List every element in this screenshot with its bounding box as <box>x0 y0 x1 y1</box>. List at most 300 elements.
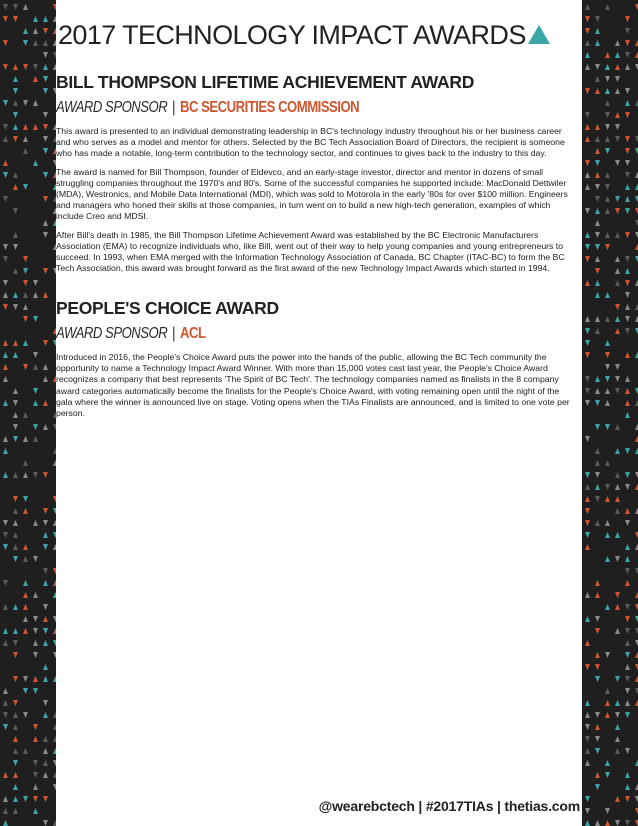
pattern-triangle-icon <box>595 424 600 430</box>
pattern-triangle-icon <box>625 280 630 286</box>
pattern-triangle-icon <box>3 544 8 550</box>
pattern-triangle-icon <box>595 232 600 238</box>
award-sponsor-line <box>56 99 481 117</box>
pattern-triangle-icon <box>23 40 28 46</box>
pattern-triangle-icon <box>33 796 38 802</box>
pattern-triangle-icon <box>615 532 620 538</box>
pattern-triangle-icon <box>625 388 630 394</box>
award-sponsor-line <box>56 325 481 343</box>
pattern-triangle-icon <box>43 112 48 118</box>
pattern-triangle-icon <box>43 64 48 70</box>
pattern-triangle-icon <box>595 328 600 334</box>
pattern-triangle-icon <box>33 784 38 790</box>
pattern-triangle-icon <box>3 580 8 586</box>
pattern-triangle-icon <box>43 772 48 778</box>
pattern-triangle-icon <box>33 808 38 814</box>
pattern-triangle-icon <box>595 592 600 598</box>
pattern-triangle-icon <box>13 388 18 394</box>
pattern-triangle-icon <box>23 100 28 106</box>
pattern-triangle-icon <box>43 148 48 154</box>
pattern-triangle-icon <box>33 628 38 634</box>
pattern-triangle-icon <box>605 604 610 610</box>
pattern-triangle-icon <box>43 736 48 742</box>
pattern-triangle-icon <box>585 736 590 742</box>
pattern-triangle-icon <box>595 724 600 730</box>
pattern-triangle-icon <box>615 208 620 214</box>
pattern-triangle-icon <box>3 124 8 130</box>
pattern-triangle-icon <box>595 28 600 34</box>
pattern-triangle-icon <box>585 436 590 442</box>
pattern-triangle-icon <box>595 628 600 634</box>
pattern-triangle-icon <box>605 820 610 826</box>
pattern-triangle-icon <box>585 508 590 514</box>
pattern-triangle-icon <box>33 100 38 106</box>
pattern-triangle-icon <box>625 196 630 202</box>
pattern-triangle-icon <box>585 340 590 346</box>
pattern-triangle-icon <box>3 436 8 442</box>
pattern-triangle-icon <box>625 616 630 622</box>
pattern-triangle-icon <box>615 316 620 322</box>
pattern-triangle-icon <box>43 172 48 178</box>
pattern-triangle-icon <box>595 736 600 742</box>
pattern-triangle-icon <box>13 232 18 238</box>
pattern-triangle-icon <box>23 796 28 802</box>
pattern-triangle-icon <box>43 676 48 682</box>
pattern-triangle-icon <box>3 340 8 346</box>
pattern-triangle-icon <box>3 64 8 70</box>
pattern-triangle-icon <box>615 712 620 718</box>
pattern-triangle-icon <box>33 772 38 778</box>
pattern-triangle-icon <box>585 760 590 766</box>
pattern-triangle-icon <box>615 556 620 562</box>
pattern-triangle-icon <box>3 364 8 370</box>
pattern-triangle-icon <box>585 184 590 190</box>
pattern-triangle-icon <box>23 292 28 298</box>
pattern-triangle-icon <box>33 124 38 130</box>
pattern-triangle-icon <box>33 436 38 442</box>
pattern-triangle-icon <box>625 376 630 382</box>
pattern-triangle-icon <box>13 628 18 634</box>
pattern-triangle-icon <box>605 88 610 94</box>
pattern-triangle-icon <box>625 448 630 454</box>
pattern-triangle-icon <box>23 268 28 274</box>
pattern-triangle-icon <box>43 364 48 370</box>
pattern-triangle-icon <box>13 352 18 358</box>
pattern-triangle-icon <box>605 532 610 538</box>
pattern-triangle-icon <box>625 520 630 526</box>
pattern-triangle-icon <box>13 712 18 718</box>
pattern-triangle-icon <box>3 808 8 814</box>
pattern-triangle-icon <box>3 772 8 778</box>
triangle-logo-icon <box>528 25 550 44</box>
pattern-triangle-icon <box>23 184 28 190</box>
pattern-triangle-icon <box>585 136 590 142</box>
pattern-triangle-icon <box>33 400 38 406</box>
pattern-triangle-icon <box>595 88 600 94</box>
pattern-triangle-icon <box>23 472 28 478</box>
pattern-triangle-icon <box>595 64 600 70</box>
pattern-triangle-icon <box>625 556 630 562</box>
pattern-triangle-icon <box>595 196 600 202</box>
pattern-triangle-icon <box>625 328 630 334</box>
pattern-triangle-icon <box>595 256 600 262</box>
pattern-triangle-icon <box>625 256 630 262</box>
pattern-triangle-icon <box>3 4 8 10</box>
triangle-pattern-right <box>582 0 638 826</box>
pattern-triangle-icon <box>615 724 620 730</box>
pattern-triangle-icon <box>3 160 8 166</box>
pattern-triangle-icon <box>23 316 28 322</box>
pattern-triangle-icon <box>625 604 630 610</box>
pattern-triangle-icon <box>13 16 18 22</box>
pattern-triangle-icon <box>43 52 48 58</box>
pattern-triangle-icon <box>23 556 28 562</box>
pattern-triangle-icon <box>23 544 28 550</box>
pattern-triangle-icon <box>585 700 590 706</box>
pattern-triangle-icon <box>43 40 48 46</box>
pattern-triangle-icon <box>625 652 630 658</box>
sponsor-separator: | <box>172 99 176 116</box>
pattern-triangle-icon <box>585 160 590 166</box>
pattern-triangle-icon <box>13 808 18 814</box>
pattern-triangle-icon <box>23 616 28 622</box>
pattern-triangle-icon <box>3 400 8 406</box>
pattern-triangle-icon <box>605 772 610 778</box>
pattern-triangle-icon <box>43 520 48 526</box>
pattern-triangle-icon <box>23 340 28 346</box>
pattern-triangle-icon <box>3 196 8 202</box>
pattern-triangle-icon <box>3 724 8 730</box>
pattern-triangle-icon <box>13 640 18 646</box>
pattern-triangle-icon <box>33 40 38 46</box>
pattern-triangle-icon <box>13 304 18 310</box>
pattern-triangle-icon <box>585 112 590 118</box>
pattern-triangle-icon <box>43 340 48 346</box>
pattern-triangle-icon <box>615 592 620 598</box>
footer-social-links: @wearebctech | #2017TIAs | thetias.com <box>318 798 580 814</box>
pattern-triangle-icon <box>615 376 620 382</box>
pattern-triangle-icon <box>585 472 590 478</box>
pattern-triangle-icon <box>595 16 600 22</box>
pattern-triangle-icon <box>13 64 18 70</box>
pattern-triangle-icon <box>585 244 590 250</box>
triangle-pattern-left <box>0 0 56 826</box>
pattern-triangle-icon <box>43 400 48 406</box>
pattern-triangle-icon <box>43 568 48 574</box>
pattern-triangle-icon <box>605 208 610 214</box>
pattern-triangle-icon <box>13 136 18 142</box>
pattern-triangle-icon <box>595 820 600 826</box>
pattern-triangle-icon <box>43 220 48 226</box>
pattern-triangle-icon <box>43 700 48 706</box>
pattern-triangle-icon <box>43 760 48 766</box>
pattern-triangle-icon <box>43 532 48 538</box>
pattern-triangle-icon <box>585 172 590 178</box>
pattern-triangle-icon <box>13 544 18 550</box>
pattern-triangle-icon <box>13 676 18 682</box>
pattern-triangle-icon <box>33 64 38 70</box>
right-decorative-border <box>582 0 638 826</box>
pattern-triangle-icon <box>23 688 28 694</box>
pattern-triangle-icon <box>605 244 610 250</box>
award-paragraph: The award is named for Bill Thompson, founder of Eldevco, and an early-stage investor, director and mentor in dozens of small struggling companies throughout the 1970's and 80's. Some of the successful companies he supported include: MacDonald Dettwiler (MDA), Westronics, and Mobile Data International (MDI), which was sold to Motorola in the early '80s for over $100 million. Engineers and managers who honed their skills at those companies, in turn went on to build a new high-tech generation, examples of which include Creo and MDSI. <box>56 166 568 222</box>
pattern-triangle-icon <box>615 424 620 430</box>
pattern-triangle-icon <box>13 736 18 742</box>
pattern-triangle-icon <box>3 16 8 22</box>
pattern-triangle-icon <box>13 412 18 418</box>
award-heading: BILL THOMPSON LIFETIME ACHIEVEMENT AWARD <box>56 72 475 92</box>
pattern-triangle-icon <box>585 712 590 718</box>
pattern-triangle-icon <box>43 232 48 238</box>
pattern-triangle-icon <box>595 124 600 130</box>
pattern-triangle-icon <box>625 712 630 718</box>
pattern-triangle-icon <box>33 280 38 286</box>
pattern-triangle-icon <box>605 232 610 238</box>
pattern-triangle-icon <box>13 424 18 430</box>
pattern-triangle-icon <box>585 724 590 730</box>
pattern-triangle-icon <box>615 232 620 238</box>
pattern-triangle-icon <box>615 388 620 394</box>
pattern-triangle-icon <box>625 580 630 586</box>
pattern-triangle-icon <box>23 28 28 34</box>
pattern-triangle-icon <box>43 712 48 718</box>
pattern-triangle-icon <box>615 88 620 94</box>
pattern-triangle-icon <box>43 124 48 130</box>
pattern-triangle-icon <box>625 544 630 550</box>
pattern-triangle-icon <box>33 736 38 742</box>
pattern-triangle-icon <box>585 64 590 70</box>
pattern-triangle-icon <box>13 748 18 754</box>
pattern-triangle-icon <box>625 628 630 634</box>
pattern-triangle-icon <box>585 808 590 814</box>
pattern-triangle-icon <box>625 172 630 178</box>
pattern-triangle-icon <box>615 304 620 310</box>
pattern-triangle-icon <box>615 40 620 46</box>
pattern-triangle-icon <box>23 604 28 610</box>
pattern-triangle-icon <box>615 112 620 118</box>
pattern-triangle-icon <box>595 772 600 778</box>
pattern-triangle-icon <box>595 172 600 178</box>
pattern-triangle-icon <box>605 112 610 118</box>
pattern-triangle-icon <box>625 232 630 238</box>
pattern-triangle-icon <box>3 448 8 454</box>
pattern-triangle-icon <box>615 136 620 142</box>
pattern-triangle-icon <box>595 292 600 298</box>
pattern-triangle-icon <box>625 292 630 298</box>
pattern-triangle-icon <box>605 652 610 658</box>
page-title <box>58 20 550 51</box>
pattern-triangle-icon <box>33 724 38 730</box>
pattern-triangle-icon <box>13 700 18 706</box>
pattern-triangle-icon <box>3 688 8 694</box>
pattern-triangle-icon <box>3 172 8 178</box>
pattern-triangle-icon <box>625 772 630 778</box>
pattern-triangle-icon <box>3 280 8 286</box>
pattern-triangle-icon <box>615 76 620 82</box>
pattern-triangle-icon <box>3 796 8 802</box>
pattern-triangle-icon <box>615 700 620 706</box>
pattern-triangle-icon <box>615 748 620 754</box>
pattern-triangle-icon <box>13 496 18 502</box>
pattern-triangle-icon <box>615 268 620 274</box>
pattern-triangle-icon <box>585 40 590 46</box>
pattern-triangle-icon <box>605 712 610 718</box>
pattern-triangle-icon <box>595 520 600 526</box>
pattern-triangle-icon <box>43 28 48 34</box>
pattern-triangle-icon <box>605 700 610 706</box>
pattern-triangle-icon <box>605 172 610 178</box>
pattern-triangle-icon <box>23 256 28 262</box>
pattern-triangle-icon <box>13 76 18 82</box>
pattern-triangle-icon <box>3 136 8 142</box>
pattern-triangle-icon <box>625 28 630 34</box>
pattern-triangle-icon <box>585 52 590 58</box>
pattern-triangle-icon <box>605 352 610 358</box>
pattern-triangle-icon <box>615 256 620 262</box>
pattern-triangle-icon <box>585 28 590 34</box>
pattern-triangle-icon <box>3 304 8 310</box>
pattern-triangle-icon <box>33 28 38 34</box>
pattern-triangle-icon <box>43 16 48 22</box>
pattern-triangle-icon <box>3 820 8 826</box>
pattern-triangle-icon <box>595 244 600 250</box>
pattern-triangle-icon <box>615 64 620 70</box>
pattern-triangle-icon <box>625 208 630 214</box>
pattern-triangle-icon <box>585 664 590 670</box>
pattern-triangle-icon <box>625 400 630 406</box>
pattern-triangle-icon <box>625 112 630 118</box>
sponsor-label: AWARD SPONSOR <box>56 325 168 342</box>
pattern-triangle-icon <box>625 88 630 94</box>
pattern-triangle-icon <box>605 388 610 394</box>
pattern-triangle-icon <box>625 316 630 322</box>
pattern-triangle-icon <box>3 256 8 262</box>
pattern-triangle-icon <box>23 712 28 718</box>
pattern-triangle-icon <box>13 88 18 94</box>
pattern-triangle-icon <box>23 64 28 70</box>
page-title-text: 2017 TECHNOLOGY IMPACT AWARDS <box>58 20 526 50</box>
pattern-triangle-icon <box>605 148 610 154</box>
pattern-triangle-icon <box>595 580 600 586</box>
pattern-triangle-icon <box>605 100 610 106</box>
pattern-triangle-icon <box>23 364 28 370</box>
pattern-triangle-icon <box>625 700 630 706</box>
pattern-triangle-icon <box>3 640 8 646</box>
sponsor-label: AWARD SPONSOR <box>56 99 168 116</box>
pattern-triangle-icon <box>605 316 610 322</box>
pattern-triangle-icon <box>585 484 590 490</box>
pattern-triangle-icon <box>625 40 630 46</box>
pattern-triangle-icon <box>23 496 28 502</box>
pattern-triangle-icon <box>43 580 48 586</box>
pattern-triangle-icon <box>595 400 600 406</box>
pattern-triangle-icon <box>23 4 28 10</box>
pattern-triangle-icon <box>585 124 590 130</box>
pattern-triangle-icon <box>615 676 620 682</box>
pattern-triangle-icon <box>625 784 630 790</box>
pattern-triangle-icon <box>585 592 590 598</box>
pattern-triangle-icon <box>615 364 620 370</box>
document-page <box>56 0 582 826</box>
pattern-triangle-icon <box>625 820 630 826</box>
pattern-triangle-icon <box>33 676 38 682</box>
pattern-triangle-icon <box>605 496 610 502</box>
pattern-triangle-icon <box>625 52 630 58</box>
pattern-triangle-icon <box>605 760 610 766</box>
pattern-triangle-icon <box>595 208 600 214</box>
pattern-triangle-icon <box>3 700 8 706</box>
pattern-triangle-icon <box>585 532 590 538</box>
pattern-triangle-icon <box>23 412 28 418</box>
pattern-triangle-icon <box>13 400 18 406</box>
pattern-triangle-icon <box>33 640 38 646</box>
pattern-triangle-icon <box>585 616 590 622</box>
pattern-triangle-icon <box>13 4 18 10</box>
pattern-triangle-icon <box>13 508 18 514</box>
pattern-triangle-icon <box>625 568 630 574</box>
pattern-triangle-icon <box>13 760 18 766</box>
pattern-triangle-icon <box>3 520 8 526</box>
peoples-choice-section <box>56 298 574 426</box>
pattern-triangle-icon <box>23 592 28 598</box>
pattern-triangle-icon <box>615 484 620 490</box>
pattern-triangle-icon <box>625 412 630 418</box>
pattern-triangle-icon <box>615 280 620 286</box>
pattern-triangle-icon <box>585 400 590 406</box>
pattern-triangle-icon <box>615 124 620 130</box>
pattern-triangle-icon <box>3 472 8 478</box>
pattern-triangle-icon <box>605 340 610 346</box>
pattern-triangle-icon <box>33 520 38 526</box>
pattern-triangle-icon <box>43 76 48 82</box>
award-paragraph: After Bill's death in 1985, the Bill Thompson Lifetime Achievement Award was established by the BC Electronic Manufacturers Association (EMA) to recognize individuals who, like Bill, went out of their way to help young companies and young entrepreneurs to succeed. In 1993, when EMA merged with the Information Technology Association of Canada, BC Chapter (ITAC-BC) to form the BC Tech Association, this award was brought forward as the first award of the new Technology Impact Awards which started in 1994. <box>56 229 565 274</box>
pattern-triangle-icon <box>625 268 630 274</box>
pattern-triangle-icon <box>23 436 28 442</box>
pattern-triangle-icon <box>33 364 38 370</box>
pattern-triangle-icon <box>13 556 18 562</box>
sponsor-name: ACL <box>179 325 206 342</box>
pattern-triangle-icon <box>43 508 48 514</box>
pattern-triangle-icon <box>23 628 28 634</box>
pattern-triangle-icon <box>13 184 18 190</box>
pattern-triangle-icon <box>625 688 630 694</box>
pattern-triangle-icon <box>43 604 48 610</box>
pattern-triangle-icon <box>585 748 590 754</box>
pattern-triangle-icon <box>585 544 590 550</box>
pattern-triangle-icon <box>13 796 18 802</box>
pattern-triangle-icon <box>615 508 620 514</box>
pattern-triangle-icon <box>33 688 38 694</box>
sponsor-name: BC SECURITIES COMMISSION <box>179 99 360 116</box>
pattern-triangle-icon <box>13 784 18 790</box>
pattern-triangle-icon <box>3 292 8 298</box>
pattern-triangle-icon <box>13 652 18 658</box>
pattern-triangle-icon <box>625 64 630 70</box>
pattern-triangle-icon <box>3 40 8 46</box>
pattern-triangle-icon <box>13 208 18 214</box>
pattern-triangle-icon <box>585 640 590 646</box>
pattern-triangle-icon <box>625 148 630 154</box>
pattern-triangle-icon <box>615 448 620 454</box>
pattern-triangle-icon <box>43 544 48 550</box>
pattern-triangle-icon <box>23 748 28 754</box>
pattern-triangle-icon <box>33 556 38 562</box>
pattern-triangle-icon <box>13 472 18 478</box>
pattern-triangle-icon <box>625 184 630 190</box>
pattern-triangle-icon <box>595 136 600 142</box>
pattern-triangle-icon <box>43 88 48 94</box>
pattern-triangle-icon <box>595 220 600 226</box>
